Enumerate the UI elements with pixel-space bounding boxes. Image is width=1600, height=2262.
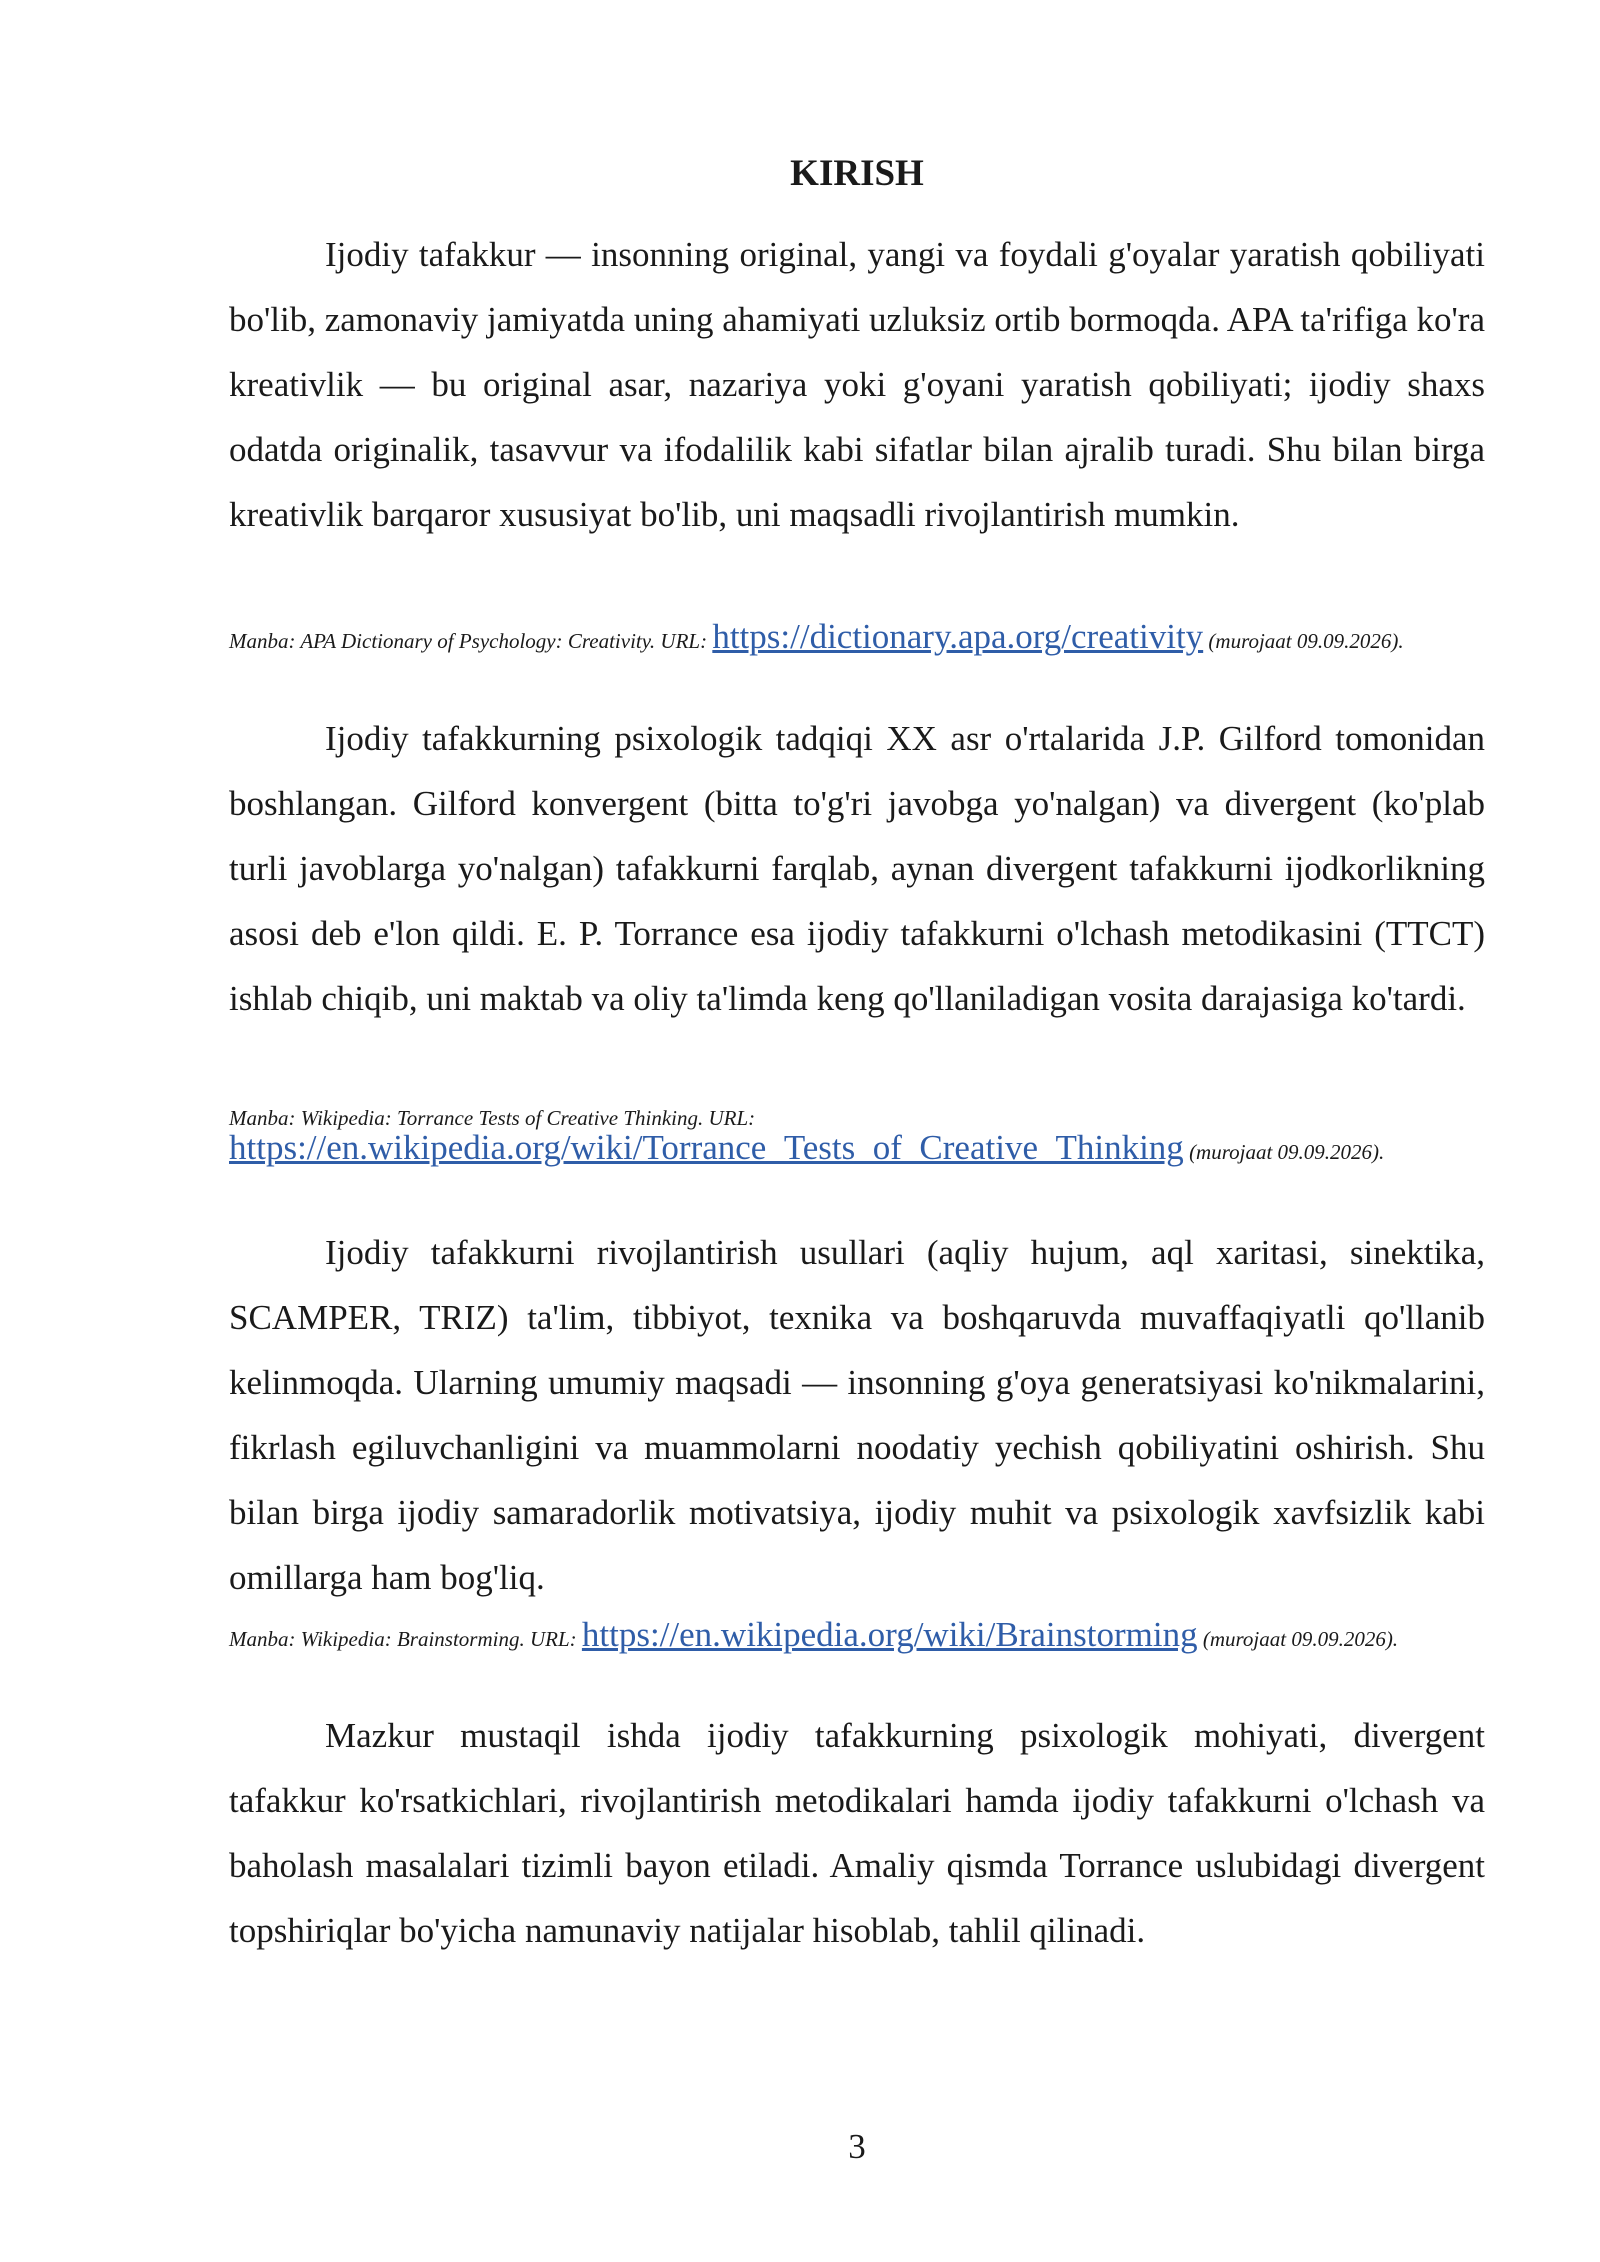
source-prefix: Manba: APA Dictionary of Psychology: Creativity. URL: xyxy=(229,629,708,653)
paragraph-history: Ijodiy tafakkurning psixologik tadqiqi XX asr o'rtalarida J.P. Gilford tomonidan boshlangan. Gilford konvergent (bitta to'g'ri javobga yo'nalgan) va divergent (ko'plab turli javoblarga yo'nalgan) tafakkurni farqlab, aynan divergent tafakkurni ijodkorlikning asosi deb e'lon qildi. E. P. Torrance esa ijodiy tafakkurni o'lchash metodikasini (TTCT) ishlab chiqib, uni maktab va oliy ta'limda keng qo'llaniladigan vosita darajasiga ko'tardi. xyxy=(229,719,1485,1018)
source-suffix: (murojaat 09.09.2026). xyxy=(1208,629,1404,653)
paragraph-scope: Mazkur mustaqil ishda ijodiy tafakkurning psixologik mohiyati, divergent tafakkur ko'rsatkichlari, rivojlantirish metodikalari hamda ijodiy tafakkurni o'lchash va baholash masalalari tizimli bayon etiladi. Amaliy qismda Torrance uslubidagi divergent topshiriqlar bo'yicha namunaviy natijalar hisoblab, tahlil qilinadi. xyxy=(229,1716,1485,1950)
paragraph-intro: Ijodiy tafakkur — insonning original, yangi va foydali g'oyalar yaratish qobiliyati bo'lib, zamonaviy jamiyatda uning ahamiyati uzluksiz ortib bormoqda. APA ta'rifiga ko'ra kreativlik — bu original asar, nazariya yoki g'oyani yaratish qobiliyati; ijodiy shaxs odatda originalik, tasavvur va ifodalilik kabi sifatlar bilan ajralib turadi. Shu bilan birga kreativlik barqaror xususiyat bo'lib, uni maqsadli rivojlantirish mumkin. xyxy=(229,235,1485,534)
section-title: KIRISH xyxy=(790,153,924,194)
source-suffix: (murojaat 09.09.2026). xyxy=(1202,1627,1399,1651)
document-page xyxy=(229,0,1485,2262)
source-note-apa xyxy=(229,617,1485,656)
source-prefix: Manba: Wikipedia: Torrance Tests of Creative Thinking. URL: xyxy=(229,1106,756,1130)
source-note-torrance xyxy=(229,1103,1485,1167)
source-link[interactable]: https://dictionary.apa.org/creativity xyxy=(712,617,1204,656)
source-link[interactable]: https://en.wikipedia.org/wiki/Brainstorming xyxy=(581,1615,1198,1654)
paragraph-methods: Ijodiy tafakkurni rivojlantirish usullari (aqliy hujum, aql xaritasi, sinektika, SCAMPER, TRIZ) ta'lim, tibbiyot, texnika va boshqaruvda muvaffaqiyatli qo'llanib kelinmoqda. Ularning umumiy maqsadi — insonning g'oya generatsiyasi ko'nikmalarini, fikrlash egiluvchanligini va muammolarni noodatiy yechish qobiliyatini oshirish. Shu bilan birga ijodiy samaradorlik motivatsiya, ijodiy muhit va psixologik xavfsizlik kabi omillarga ham bog'liq. xyxy=(229,1233,1485,1597)
source-suffix: (murojaat 09.09.2026). xyxy=(1189,1140,1385,1164)
source-link[interactable]: https://en.wikipedia.org/wiki/Torrance_Tests_of_Creative_Thinking xyxy=(229,1128,1184,1167)
source-prefix: Manba: Wikipedia: Brainstorming. URL: xyxy=(229,1627,577,1651)
page-number: 3 xyxy=(848,2127,866,2166)
source-note-brainstorming xyxy=(229,1615,1485,1654)
